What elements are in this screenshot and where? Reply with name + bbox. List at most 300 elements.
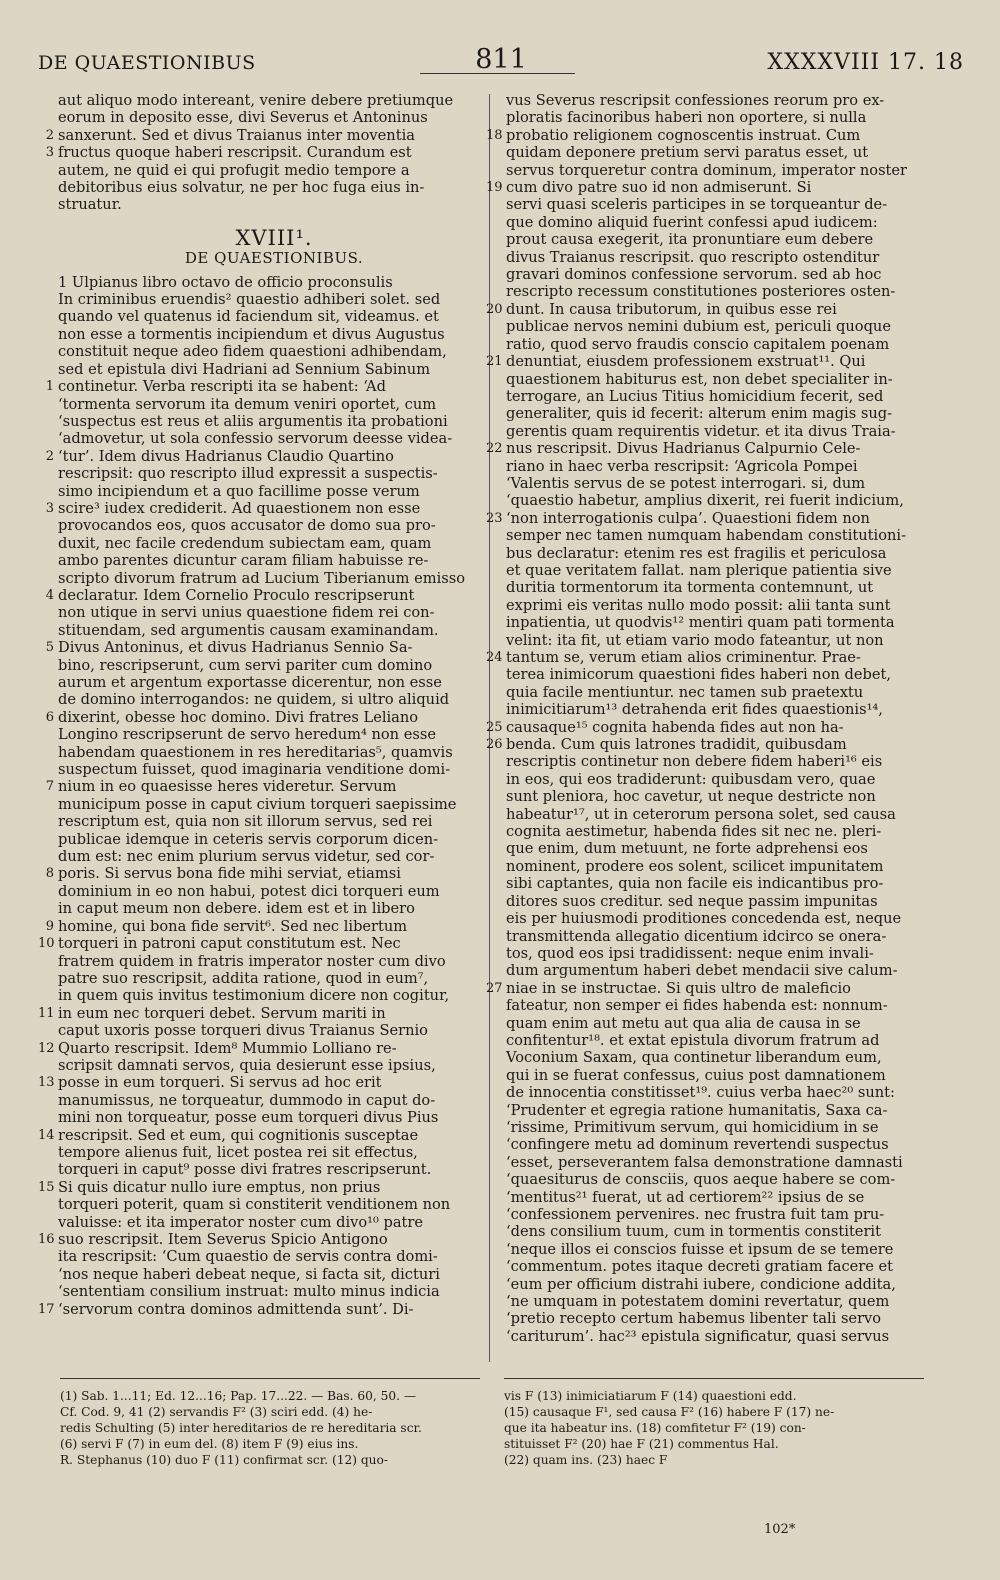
text-line: [58, 1057, 490, 1074]
marginal-number: 17: [38, 1301, 55, 1317]
text-line: [58, 691, 490, 708]
line-text: cognita aestimetur, habenda fides sit nec ne. pleri-: [506, 823, 882, 841]
marginal-number: 19: [486, 180, 503, 196]
line-text: quaestionem habiturus est, non debet specialiter in-: [506, 370, 893, 388]
marginal-number: 18: [486, 127, 503, 143]
line-text: ratio, quod servo fraudis conscio capitalem poenam: [506, 335, 890, 353]
text-line: [58, 1196, 490, 1213]
text-line: [58, 361, 490, 378]
text-line: [506, 1241, 938, 1258]
line-text: habendam quaestionem in res hereditarias⁵, quamvis: [58, 743, 453, 761]
text-line: [58, 953, 490, 970]
line-text: 1 Ulpianus libro octavo de officio proconsulis: [58, 273, 393, 291]
marginal-number: 20: [486, 301, 503, 317]
line-text: stituendam, sed argumentis causam examinandam.: [58, 621, 439, 639]
text-line: [506, 545, 938, 562]
text-line: [45, 378, 490, 396]
text-line: [38, 1039, 490, 1057]
line-text: scripsit damnati servos, quia desierunt esse ipsius,: [58, 1056, 436, 1074]
line-text: ‘confingere metu ad dominum revertendi suspectus: [506, 1136, 889, 1154]
line-text: ‘quaesiturus de consciis, quos aeque habere se com-: [506, 1171, 896, 1189]
text-line: [506, 405, 938, 422]
line-text: ‘admovetur, ut sola confessio servorum deesse videa-: [58, 430, 453, 448]
text-line: [506, 945, 938, 962]
text-line: [506, 1049, 938, 1066]
marginal-number: 16: [38, 1232, 55, 1247]
line-text: aut aliquo modo intereant, venire debere pretiumque: [58, 92, 454, 109]
text-line: [506, 214, 938, 231]
line-text: ‘neque illos ei conscios fuisse et ipsum de se temere: [506, 1240, 894, 1258]
line-text: Voconium Saxam, qua continetur liberandum eum,: [506, 1049, 882, 1067]
text-line: [58, 1022, 490, 1039]
body-paragraph: [486, 92, 938, 1345]
line-text: transmittenda allegatio dicentium idcirco se onera-: [506, 927, 887, 945]
marginal-number: 12: [38, 1040, 55, 1056]
line-text: ‘cariturum’. hac²³ epistula significatur, quasi servus: [506, 1327, 890, 1345]
line-text: debitoribus eius solvatur, ne per hoc fuga eius in-: [58, 179, 425, 197]
text-line: [506, 1119, 938, 1136]
text-line: [506, 666, 938, 683]
line-text: et quae veritatem fallat. nam plerique patientia sive: [506, 561, 892, 579]
line-text: cum divo patre suo id non admiserunt. Si: [506, 179, 812, 197]
text-line: [45, 144, 490, 162]
line-text: declaratur. Idem Cornelio Proculo rescripserunt: [58, 586, 415, 604]
line-text: fructus quoque haberi rescripsit. Curandum est: [58, 144, 412, 162]
text-line: [506, 475, 938, 492]
line-text: publicae nervos nemini dubium est, periculi quoque: [506, 318, 891, 336]
text-line: [38, 1126, 490, 1144]
text-line: [38, 1074, 490, 1092]
line-text: quia facile mentiuntur. nec tamen sub praetextu: [506, 683, 864, 701]
text-line: [506, 1293, 938, 1310]
text-line: [58, 761, 490, 778]
line-text: aurum et argentum exportasse dicerentur, non esse: [58, 674, 442, 691]
text-line: [45, 126, 490, 144]
line-text: habeatur¹⁷, ut in ceterorum persona solet, sed causa: [506, 805, 896, 823]
line-text: terea inimicorum quaestioni fides haberi non debet,: [506, 666, 891, 684]
line-text: rescriptis continetur non debere fidem haberi¹⁶ eis: [506, 753, 883, 771]
text-line: [506, 632, 938, 649]
text-line: [58, 274, 490, 291]
text-line: [58, 657, 490, 674]
text-line: [506, 458, 938, 475]
line-text: ditores suos creditur. sed neque passim impunitas: [506, 892, 878, 910]
text-line: [486, 736, 938, 754]
line-text: constituit neque adeo fidem quaestioni adhibendam,: [58, 343, 447, 361]
text-line: [58, 162, 490, 179]
line-text: scire³ iudex crediderit. Ad quaestionem non esse: [58, 499, 421, 517]
sheet-signature: 102*: [764, 1522, 796, 1537]
line-text: poris. Si servus bona fide mihi serviat, etiamsi: [58, 865, 401, 883]
text-line: [58, 535, 490, 552]
line-text: gravari dominos confessione servorum. sed ab hoc: [506, 266, 882, 284]
text-line: [58, 674, 490, 691]
line-text: que domino aliquid fuerint confessi apud iudicem:: [506, 213, 878, 231]
text-line: [506, 579, 938, 596]
marginal-number: 25: [486, 719, 503, 735]
title-text: DE QUAESTIONIBUS.: [184, 249, 364, 268]
line-text: ‘commentum. potes itaque decreti gratiam facere et: [506, 1258, 894, 1276]
marginal-number: 4: [45, 587, 54, 603]
text-line: [58, 196, 490, 213]
text-line: [58, 326, 490, 343]
line-text: non utique in servi unius quaestione fidem rei con-: [58, 604, 435, 622]
text-line: [506, 1328, 938, 1345]
text-line: [506, 388, 938, 405]
text-line: [58, 848, 490, 865]
text-line: [58, 109, 490, 126]
right-column: [486, 92, 938, 1362]
marginal-number: 2: [45, 448, 54, 464]
line-text: ‘pretio recepto certum habemus libenter tali servo: [506, 1310, 882, 1328]
text-line: [506, 1154, 938, 1171]
text-line: [506, 144, 938, 161]
line-text: riano in haec verba rescripsit: ‘Agricola Pompei: [506, 457, 858, 475]
text-line: [45, 865, 490, 883]
text-line: [506, 875, 938, 892]
line-text: in quem quis invitus testimonium dicere non cogitur,: [58, 987, 450, 1005]
line-text: Longino rescripserunt de servo heredum⁴ non esse: [58, 726, 436, 744]
line-text: generaliter, quis id fecerit: alterum enim magis sug-: [506, 405, 893, 423]
line-text: in eos, qui eos tradiderunt: quibusdam vero, quae: [506, 770, 876, 788]
line-text: divus Traianus rescripsit. quo rescripto ostenditur: [506, 248, 880, 266]
text-line: [58, 1092, 490, 1109]
text-line: [506, 1136, 938, 1153]
text-line: [506, 196, 938, 213]
text-line: [506, 1276, 938, 1293]
text-line: [486, 300, 938, 318]
text-line: [58, 1283, 490, 1300]
text-line: [58, 970, 490, 987]
line-text: valuisse: et ita imperator noster cum divo¹⁰ patre: [58, 1213, 424, 1231]
text-line: [506, 701, 938, 718]
line-text: eorum in deposito esse, divi Severus et Antoninus: [58, 109, 428, 127]
text-line: [58, 291, 490, 308]
text-line: [486, 179, 938, 197]
text-line: [506, 1258, 938, 1275]
line-text: ‘nos neque haberi debeat neque, si facta sit, dicturi: [58, 1265, 440, 1283]
text-line: [58, 744, 490, 761]
intro-paragraph: [45, 92, 490, 214]
text-line: [506, 1015, 938, 1032]
text-line: [486, 353, 938, 371]
footnote-line: (1) Sab. 1...11; Ed. 12...16; Pap. 17...22. — Bas. 60, 50. —: [60, 1389, 417, 1403]
line-text: ‘sententiam consilium instruat: multo minus indicia: [58, 1283, 440, 1301]
line-text: prout causa exegerit, ita pronuntiare eum debere: [506, 231, 874, 249]
line-text: semper nec tamen numquam habendam constitutioni-: [506, 527, 906, 545]
line-text: ‘Valentis servus de se potest interrogari. si, dum: [506, 474, 866, 492]
marginal-number: 9: [45, 918, 54, 934]
text-line: [486, 649, 938, 666]
text-line: [58, 517, 490, 534]
line-text: publicae idemque in ceteris servis corporum dicen-: [58, 830, 439, 848]
footnote-rule-right: [504, 1378, 924, 1379]
marginal-number: 21: [486, 354, 503, 370]
line-text: inimicitiarum¹³ detrahenda erit fides quaestionis¹⁴,: [506, 701, 883, 719]
text-line: [486, 440, 938, 458]
text-line: [58, 552, 490, 569]
text-line: [58, 883, 490, 900]
line-text: torqueri poterit, quam si constiterit venditionem non: [58, 1196, 451, 1214]
footnote-line: que ita habeatur ins. (18) comfitetur F² (19) con-: [504, 1421, 806, 1435]
line-text: Si quis dicatur nullo iure emptus, non prius: [58, 1178, 381, 1196]
section-title: [58, 225, 490, 268]
line-text: suspectum fuisset, quod imaginaria venditione domi-: [58, 761, 451, 779]
line-text: in caput meum non debere. idem est et in libero: [58, 900, 415, 918]
line-text: autem, ne quid ei qui profugit medio tempore a: [58, 161, 410, 179]
line-text: fateatur, non semper ei fides habenda est: nonnum-: [506, 997, 888, 1015]
text-line: [38, 1178, 490, 1196]
text-line: [58, 396, 490, 413]
page-number: 811: [475, 44, 527, 75]
text-line: [45, 499, 490, 517]
text-line: [506, 858, 938, 875]
marginal-number: 11: [38, 1005, 55, 1021]
text-line: [506, 771, 938, 788]
text-line: [506, 928, 938, 945]
line-text: non esse a tormentis incipiendum et divus Augustus: [58, 325, 445, 343]
text-line: [58, 430, 490, 447]
text-line: [506, 997, 938, 1014]
text-line: [506, 1206, 938, 1223]
text-line: [486, 718, 938, 736]
text-line: [58, 987, 490, 1004]
marginal-number: 22: [486, 441, 503, 457]
text-line: [58, 726, 490, 743]
line-text: dixerint, obesse hoc domino. Divi fratres Leliano: [58, 708, 419, 726]
line-text: ‘Prudenter et egregia ratione humanitatis, Saxa ca-: [506, 1101, 888, 1119]
footnote-rule-left: [60, 1378, 480, 1379]
line-text: ita rescripsit: ‘Cum quaestio de servis contra domi-: [58, 1248, 438, 1266]
running-head-right: XXXXVIII 17. 18: [767, 50, 964, 75]
line-text: dum argumentum haberi debet mendacii sive calum-: [506, 962, 898, 980]
running-head-left: DE QUAESTIONIBUS: [38, 52, 256, 74]
text-line: [58, 1109, 490, 1126]
text-line: [506, 336, 938, 353]
marginal-number: 6: [45, 709, 54, 725]
line-text: confitentur¹⁸. et extat epistula divorum fratrum ad: [506, 1031, 880, 1049]
line-text: struatur.: [58, 196, 122, 214]
text-line: [506, 266, 938, 283]
text-line: [506, 283, 938, 300]
line-text: bus declaratur: etenim res est fragilis et periculosa: [506, 544, 887, 562]
text-line: [506, 249, 938, 266]
line-text: In criminibus eruendis² quaestio adhiberi solet. sed: [58, 291, 441, 309]
line-text: rescripsit. Sed et eum, qui cognitionis susceptae: [58, 1126, 419, 1144]
line-text: velint: ita fit, ut etiam vario modo fateantur, ut non: [506, 631, 884, 649]
line-text: nus rescripsit. Divus Hadrianus Calpurnio Cele-: [506, 440, 861, 458]
line-text: de domino interrogandos: ne quidem, si ultro aliquid: [58, 691, 450, 709]
marginal-number: 5: [45, 640, 54, 656]
text-line: [506, 614, 938, 631]
text-line: [58, 92, 490, 109]
line-text: rescripsit: quo rescripto illud expressit a suspectis-: [58, 465, 438, 483]
marginal-number: 10: [38, 936, 55, 952]
text-line: [506, 527, 938, 544]
text-line: [45, 447, 490, 465]
line-text: caput uxoris posse torqueri divus Traianus Sernio: [58, 1022, 428, 1040]
text-line: [506, 1032, 938, 1049]
text-line: [506, 92, 938, 109]
line-text: eis per huiusmodi proditiones concedenda est, neque: [506, 910, 902, 928]
text-line: [506, 1223, 938, 1240]
text-line: [506, 840, 938, 857]
line-text: continetur. Verba rescripti ita se habent: ‘Ad: [58, 378, 386, 396]
footnote-line: (6) servi F (7) in eum del. (8) item F (9) eius ins.: [60, 1437, 359, 1451]
text-line: [38, 1300, 490, 1318]
text-line: [506, 806, 938, 823]
line-text: in eum nec torqueri debet. Servum mariti in: [58, 1004, 386, 1022]
marginal-number: 23: [486, 510, 503, 526]
line-text: simo incipiendum et a quo facillime posse verum: [58, 482, 420, 500]
text-line: [506, 318, 938, 335]
text-line: [58, 465, 490, 482]
text-line: [45, 708, 490, 726]
text-line: [45, 917, 490, 935]
text-line: [45, 639, 490, 657]
footnote-line: Cf. Cod. 9, 41 (2) servandis F² (3) sciri edd. (4) he-: [60, 1405, 373, 1419]
text-line: [58, 796, 490, 813]
text-line: [58, 413, 490, 430]
line-text: manumissus, ne torqueatur, dummodo in caput do-: [58, 1091, 436, 1109]
marginal-number: 14: [38, 1127, 55, 1143]
footnotes-left: [60, 1388, 478, 1468]
line-text: ‘esset, perseverantem falsa demonstratione damnasti: [506, 1153, 903, 1171]
footnote-line: redis Schulting (5) inter hereditarios de re hereditaria scr.: [60, 1421, 422, 1435]
text-line: [58, 1161, 490, 1178]
line-text: sunt pleniora, hoc cavetur, ut neque destricte non: [506, 788, 876, 806]
text-line: [506, 562, 938, 579]
marginal-number: 8: [45, 866, 54, 882]
line-text: nominent, prodere eos solent, scilicet impunitatem: [506, 857, 884, 875]
left-column: [38, 92, 490, 1362]
text-line: [506, 1189, 938, 1206]
line-text: ‘rissime, Primitivum servum, qui homicidium in se: [506, 1118, 879, 1136]
text-line: [58, 1214, 490, 1231]
text-line: [45, 586, 490, 604]
text-line: [58, 1144, 490, 1161]
text-line: [506, 684, 938, 701]
line-text: rescriptum est, quia non sit illorum servus, sed rei: [58, 813, 433, 831]
line-text: niae in se instructae. Si quis ultro de maleficio: [506, 979, 851, 997]
text-line: [506, 962, 938, 979]
line-text: servus torqueretur contra dominum, imperator noster: [506, 161, 908, 179]
line-text: mini non torqueatur, posse eum torqueri divus Pius: [58, 1109, 439, 1127]
line-text: tempore alienus fuit, licet postea rei sit effectus,: [58, 1143, 418, 1161]
line-text: suo rescripsit. Item Severus Spicio Antigono: [58, 1231, 388, 1248]
text-line: [58, 343, 490, 360]
text-line: [58, 604, 490, 621]
line-text: servi quasi sceleris participes in se torqueantur de-: [506, 196, 888, 214]
line-text: Quarto rescripsit. Idem⁸ Mummio Lolliano re-: [58, 1039, 397, 1057]
line-text: que enim, dum metuunt, ne forte adprehensi eos: [506, 840, 868, 858]
marginal-number: 3: [45, 500, 54, 516]
text-line: [58, 179, 490, 196]
line-text: vus Severus rescripsit confessiones reorum pro ex-: [506, 92, 885, 109]
line-text: ‘eum per officium distrahi iubere, condicione addita,: [506, 1275, 896, 1293]
line-text: ploratis facinoribus haberi non oportere, si nulla: [506, 109, 867, 127]
line-text: ‘mentitus²¹ fuerat, ut ad certiorem²² ipsius de se: [506, 1188, 865, 1206]
text-line: [58, 308, 490, 325]
line-text: posse in eum torqueri. Si servus ad hoc erit: [58, 1074, 382, 1092]
marginal-number: 1: [45, 379, 54, 395]
line-text: provocandos eos, quos accusator de domo sua pro-: [58, 517, 436, 535]
text-line: [45, 778, 490, 796]
marginal-number: 26: [486, 737, 503, 753]
text-line: [38, 1231, 490, 1248]
text-line: [58, 1266, 490, 1283]
line-text: duritia tormentorum ita tormenta contemnunt, ut: [506, 579, 874, 597]
text-line: [506, 753, 938, 770]
running-head: [38, 44, 964, 84]
line-text: ‘ne umquam in potestatem domini revertatur, quem: [506, 1293, 890, 1311]
line-text: ‘quaestio habetur, amplius dixerit, rei fuerit indicium,: [506, 492, 904, 510]
line-text: dominium in eo non habui, potest dici torqueri eum: [58, 882, 440, 900]
text-line: [486, 509, 938, 527]
line-text: sibi captantes, quia non facile eis indicantibus pro-: [506, 875, 884, 893]
marginal-number: 27: [486, 980, 503, 996]
line-text: ‘servorum contra dominos admittenda sunt’. Di-: [58, 1300, 414, 1318]
text-line: [38, 935, 490, 953]
line-text: benda. Cum quis latrones tradidit, quibusdam: [506, 736, 847, 754]
footnote-line: (22) quam ins. (23) haec F: [504, 1453, 668, 1467]
line-text: terrogare, an Lucius Titius homicidium fecerit, sed: [506, 387, 884, 405]
line-text: denuntiat, eiusdem professionem exstruat¹¹. Qui: [506, 353, 866, 371]
marginal-number: 13: [38, 1075, 55, 1091]
footnote-line: vis F (13) inimiciatiarum F (14) quaestioni edd.: [504, 1389, 797, 1403]
line-text: ambo parentes dicuntur caram filiam habuisse re-: [58, 552, 429, 570]
line-text: sanxerunt. Sed et divus Traianus inter moventia: [58, 126, 415, 144]
line-text: inpatientia, ut quodvis¹² mentiri quam pati tormenta: [506, 614, 895, 632]
text-line: [506, 231, 938, 248]
body-paragraph: [38, 273, 490, 1318]
text-line: [506, 1084, 938, 1101]
line-text: nium in eo quaesisse heres videretur. Servum: [58, 778, 397, 796]
text-line: [506, 788, 938, 805]
line-text: ‘tormenta servorum ita demum veniri oportet, cum: [58, 395, 437, 413]
text-line: [58, 1248, 490, 1265]
line-text: causaque¹⁵ cognita habenda fides aut non ha-: [506, 718, 844, 736]
line-text: torqueri in patroni caput constitutum est. Nec: [58, 935, 401, 953]
line-text: sed et epistula divi Hadriani ad Sennium Sabinum: [58, 360, 431, 378]
marginal-number: 3: [45, 145, 54, 161]
line-text: de innocentia constitisset¹⁹. cuius verba haec²⁰ sunt:: [506, 1084, 895, 1102]
text-line: [58, 831, 490, 848]
line-text: municipum posse in caput civium torqueri saepissime: [58, 795, 457, 813]
line-text: homine, qui bona fide servit⁶. Sed nec libertum: [58, 917, 408, 935]
line-text: ‘tur’. Idem divus Hadrianus Claudio Quartino: [58, 447, 394, 465]
text-line: [506, 423, 938, 440]
line-text: quam enim aut metu aut qua alia de causa in se: [506, 1014, 861, 1032]
text-line: [506, 910, 938, 927]
line-text: duxit, nec facile credendum subiectam eam, quam: [58, 534, 432, 552]
line-text: exprimi eis veritas nullo modo possit: alii tanta sunt: [506, 596, 891, 614]
line-text: gerentis quam requirentis videtur. et ita divus Traia-: [506, 422, 896, 440]
footnotes-right: [504, 1388, 922, 1468]
header-rule: [420, 73, 575, 74]
line-text: ‘suspectus est reus et aliis argumentis ita probationi: [58, 412, 448, 430]
text-line: [58, 813, 490, 830]
footnote-line: stituisset F² (20) hae F (21) commentus Hal.: [504, 1437, 779, 1451]
text-line: [486, 126, 938, 144]
text-line: [58, 483, 490, 500]
text-line: [506, 1310, 938, 1327]
line-text: probatio religionem cognoscentis instruat. Cum: [506, 126, 861, 144]
line-text: torqueri in caput⁹ posse divi fratres rescripserunt.: [58, 1161, 432, 1179]
text-line: [506, 1067, 938, 1084]
text-line: [58, 570, 490, 587]
line-text: tantum se, verum etiam alios criminentur. Prae-: [506, 649, 861, 666]
